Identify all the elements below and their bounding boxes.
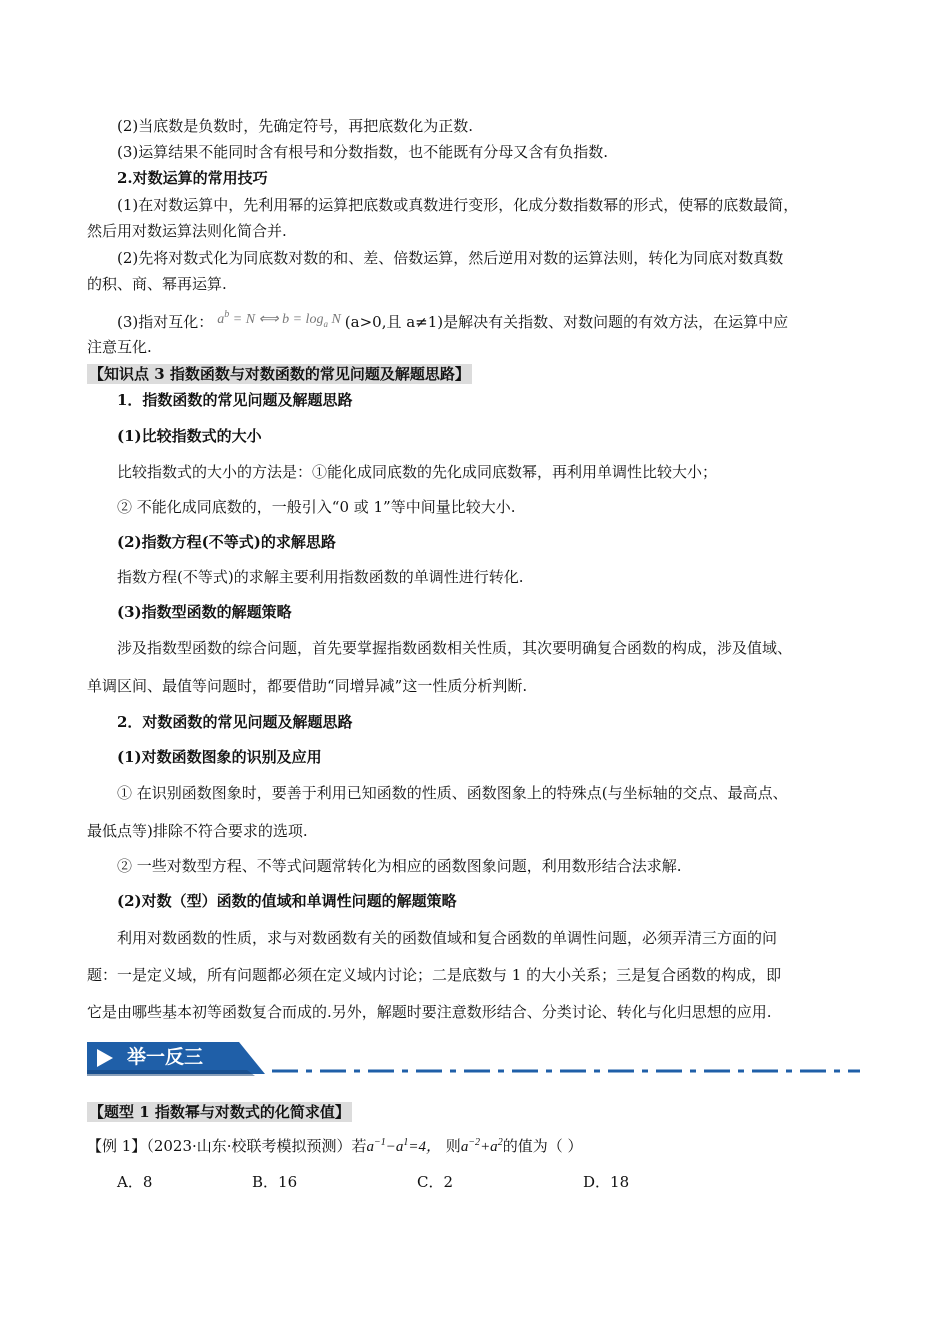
text-line: 比较指数式的大小的方法是：①能化成同底数的先化成同底数幂，再利用单调性比较大小； [117,463,718,481]
option-b: B．16 [252,1173,298,1191]
text-line: 单调区间、最值等问题时，都要借助“同增异减”这一性质分析判断. [87,677,528,695]
option-d: D．18 [583,1173,630,1191]
option-c: C．2 [417,1173,454,1191]
text-line: 它是由哪些基本初等函数复合而成的.另外，解题时要注意数形结合、分类讨论、转化与化归思想的应用. [87,1003,772,1021]
text-line: (1)在对数运算中，先利用幂的运算把底数或真数进行变形，化成分数指数幂的形式，使幂的底数最简， [117,196,799,214]
option-a: A．8 [117,1173,153,1191]
text-line: ① 在识别函数图象时，要善于利用已知函数的性质、函数图象上的特殊点(与坐标轴的交点、最高点、 [117,784,788,802]
formula: $a^b = N$ ⟺ $b = \log_a N$ [217,309,341,329]
banner-label: 举一反三 [127,1046,204,1068]
text-line: 涉及指数型函数的综合问题，首先要掌握指数函数相关性质，其次要明确复合函数的构成，涉及值域、 [117,639,793,657]
text-line: 指数方程(不等式)的求解主要利用指数函数的单调性进行转化. [117,568,524,586]
text-line: ② 一些对数型方程、不等式问题常转化为相应的函数图象问题，利用数形结合法求解. [117,857,682,875]
text-line: 然后用对数运算法则化简合并. [87,222,287,240]
subsection-heading: (3)指数型函数的解题策略 [117,603,292,621]
text-line [117,310,907,334]
section-heading: 2．对数函数的常见问题及解题思路 [117,713,353,731]
text-line: 最低点等)排除不符合要求的选项. [87,822,308,840]
text-fragment: 则 [441,1137,461,1155]
example-source: （2023·山东·校联考模拟预测）若 [146,1137,367,1155]
question-type-title [87,1102,877,1122]
text-line: ② 不能化成同底数的，一般引入“0 或 1”等中间量比较大小. [117,498,516,516]
text-line: 利用对数函数的性质，求与对数函数有关的函数值域和复合函数的单调性问题，必须弄清三方面的问 [117,929,778,947]
condition-formula: $a^{-1}-a^1=4$， [366,1137,442,1155]
text-fragment: (a>0,且 a≠1)是解决有关指数、对数问题的有效方法，在运算中应 [344,313,789,331]
example-label: 【例 1】 [87,1137,147,1155]
text-fragment: 的值为（ ） [502,1137,583,1155]
text-line: 注意互化. [87,338,152,356]
text-line: (2)先将对数式化为同底数对数的和、差、倍数运算，然后逆用对数的运算法则，转化为同底对数真数 [117,249,784,267]
subsection-heading: (1)对数函数图象的识别及应用 [117,748,322,766]
target-formula: $a^{-2}+a^2$ [460,1137,503,1155]
knowledge-point-title [87,364,877,384]
example-question [87,1136,877,1157]
highlighted-title: 【题型 1 指数幂与对数式的化简求值】 [89,1103,350,1121]
section-heading: 1．指数函数的常见问题及解题思路 [117,391,353,409]
text-line: (3)运算结果不能同时含有根号和分数指数，也不能既有分母又含有负指数. [117,143,609,161]
dash-dot-divider [272,1069,860,1073]
subsection-heading: (2)指数方程(不等式)的求解思路 [117,533,336,551]
subsection-heading: (2)对数（型）函数的值域和单调性问题的解题策略 [117,892,457,910]
text-line: 题：一是定义域，所有问题都必须在定义域内讨论；二是底数与 1 的大小关系；三是复合函数的构成，即 [87,966,782,984]
highlighted-title: 【知识点 3 指数函数与对数函数的常见问题及解题思路】 [89,365,470,383]
text-line: 的积、商、幂再运算. [87,275,227,293]
banner-shadow [87,1070,255,1076]
subsection-heading: (1)比较指数式的大小 [117,427,262,445]
section-heading: 2.对数运算的常用技巧 [117,169,268,187]
text-fragment: (3)指对互化： [117,313,214,331]
text-line: (2)当底数是负数时，先确定符号，再把底数化为正数. [117,117,474,135]
